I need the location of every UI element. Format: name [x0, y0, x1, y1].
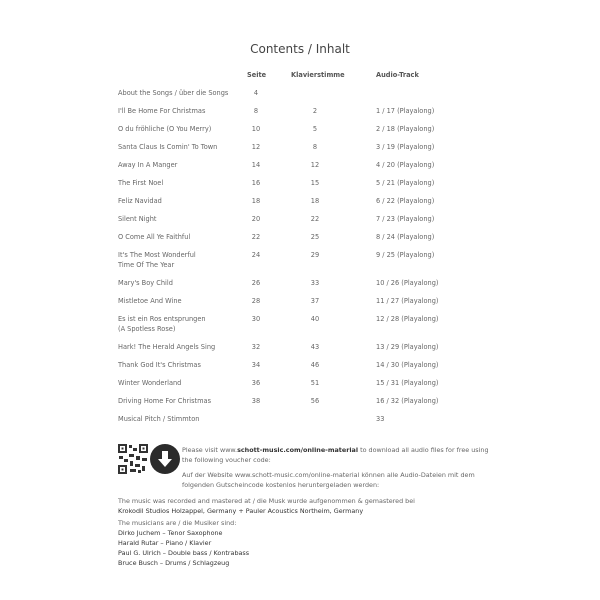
audio-track: 16 / 32 (Playalong): [376, 397, 439, 405]
header-audio-track: Audio-Track: [376, 71, 419, 79]
audio-track: 11 / 27 (Playalong): [376, 297, 439, 305]
song-title: [118, 314, 206, 334]
header-seite: Seite: [247, 71, 267, 79]
musician: Bruce Busch – Drums / Schlagzeug: [118, 559, 230, 567]
audio-track: 15 / 31 (Playalong): [376, 379, 439, 387]
piano-part-page: 51: [310, 379, 320, 387]
audio-track: 4 / 20 (Playalong): [376, 161, 435, 169]
page-number: 26: [251, 279, 261, 287]
piano-part-page: 33: [310, 279, 320, 287]
song-title: [118, 378, 181, 388]
song-title-line: About the Songs / über die Songs: [118, 89, 229, 97]
audio-track: 14 / 30 (Playalong): [376, 361, 439, 369]
song-title: [118, 396, 211, 406]
song-title-line: Thank God It's Christmas: [118, 361, 201, 369]
download-text-pre: Please visit www.: [182, 446, 238, 454]
page-number: 16: [251, 179, 261, 187]
song-title: [118, 88, 228, 98]
piano-part-page: 25: [310, 233, 320, 241]
song-title-line: Feliz Navidad: [118, 197, 162, 205]
audio-track: 1 / 17 (Playalong): [376, 107, 435, 115]
song-title: [118, 106, 205, 116]
piano-part-page: 46: [310, 361, 320, 369]
song-title-line: The First Noel: [118, 179, 164, 187]
qr-code-icon: [118, 444, 148, 474]
musician: Dirko Juchem – Tenor Saxophone: [118, 529, 223, 537]
download-text-post: to download all audio files for free using: [358, 446, 489, 454]
song-title-line: Hark! The Herald Angels Sing: [118, 343, 216, 351]
musician: Harald Rutar – Piano / Klavier: [118, 539, 212, 547]
piano-part-page: 12: [310, 161, 320, 169]
audio-track: 6 / 22 (Playalong): [376, 197, 435, 205]
page-title: Contents / Inhalt: [250, 42, 350, 56]
page-number: 20: [251, 215, 261, 223]
piano-part-page: 5: [312, 125, 318, 133]
song-title: [118, 214, 156, 224]
piano-part-page: 40: [310, 315, 320, 323]
song-title-line: Mary's Boy Child: [118, 279, 173, 287]
song-title: [118, 414, 199, 424]
page-number: 24: [251, 251, 261, 259]
song-title-line: Driving Home For Christmas: [118, 397, 212, 405]
recording-line1: The music was recorded and mastered at / die Musk wurde aufgenommen & gemastered bei: [118, 497, 415, 505]
musicians-intro: The musicians are / die Musiker sind:: [118, 519, 237, 527]
piano-part-page: 56: [310, 397, 320, 405]
download-arrow-icon: [150, 444, 180, 474]
song-title-line: O du fröhliche (O You Merry): [118, 125, 212, 133]
recording-credits: [118, 496, 415, 516]
page-number: 10: [251, 125, 261, 133]
header-klavierstimme: Klavierstimme: [291, 71, 345, 79]
song-title-line: (A Spotless Rose): [118, 325, 176, 333]
audio-track: 2 / 18 (Playalong): [376, 125, 435, 133]
song-title: [118, 124, 211, 134]
page-number: 8: [253, 107, 259, 115]
page-number: 36: [251, 379, 261, 387]
musician: Paul G. Ulrich – Double bass / Kontrabass: [118, 549, 250, 557]
piano-part-page: 8: [312, 143, 318, 151]
download-link[interactable]: schott-music.com/online-material: [237, 446, 359, 454]
piano-part-page: 29: [310, 251, 320, 259]
song-title-line: Away In A Manger: [118, 161, 178, 169]
audio-track: 33: [376, 415, 385, 423]
song-title: [118, 250, 196, 270]
piano-part-page: 43: [310, 343, 320, 351]
song-title: [118, 278, 173, 288]
download-text-line2: the following voucher code:: [182, 456, 271, 464]
page-number: 32: [251, 343, 261, 351]
audio-track: 12 / 28 (Playalong): [376, 315, 439, 323]
piano-part-page: 18: [310, 197, 320, 205]
download-de-line1: Auf der Website www.schott-music.com/online-material können alle Audio-Dateien mit dem: [182, 471, 475, 479]
song-title: [118, 160, 177, 170]
song-title-line: Time Of The Year: [118, 261, 175, 269]
recording-studios: Krokodil Studios Holzappel, Germany + Pauler Acoustics Northeim, Germany: [118, 507, 364, 515]
audio-track: 10 / 26 (Playalong): [376, 279, 439, 287]
song-title-line: Es ist ein Ros entsprungen: [118, 315, 206, 323]
song-title-line: It's The Most Wonderful: [118, 251, 196, 259]
audio-track: 7 / 23 (Playalong): [376, 215, 435, 223]
piano-part-page: 22: [310, 215, 320, 223]
page-number: 22: [251, 233, 261, 241]
song-title-line: Winter Wonderland: [118, 379, 182, 387]
song-title: [118, 142, 217, 152]
song-title: [118, 178, 163, 188]
page-number: 28: [251, 297, 261, 305]
page-number: 34: [251, 361, 261, 369]
page-number: 18: [251, 197, 261, 205]
piano-part-page: 15: [310, 179, 320, 187]
song-title-line: Mistletoe And Wine: [118, 297, 182, 305]
song-title: [118, 342, 215, 352]
song-title: [118, 232, 190, 242]
song-title: [118, 196, 162, 206]
audio-track: 13 / 29 (Playalong): [376, 343, 439, 351]
audio-track: 9 / 25 (Playalong): [376, 251, 435, 259]
page-number: 4: [253, 89, 259, 97]
piano-part-page: 37: [310, 297, 320, 305]
song-title-line: O Come All Ye Faithful: [118, 233, 191, 241]
song-title-line: I'll Be Home For Christmas: [118, 107, 206, 115]
audio-track: 3 / 19 (Playalong): [376, 143, 435, 151]
song-title: [118, 360, 201, 370]
page-number: 38: [251, 397, 261, 405]
page-number: 12: [251, 143, 261, 151]
song-title-line: Musical Pitch / Stimmton: [118, 415, 200, 423]
song-title-line: Santa Claus Is Comin' To Town: [118, 143, 218, 151]
download-text-de: [182, 470, 475, 490]
piano-part-page: 2: [312, 107, 318, 115]
download-de-line2: folgenden Gutscheincode kostenlos heruntergeladen werden:: [182, 481, 380, 489]
page-number: 30: [251, 315, 261, 323]
audio-track: 5 / 21 (Playalong): [376, 179, 435, 187]
song-title-line: Silent Night: [118, 215, 157, 223]
song-title: [118, 296, 182, 306]
page-number: 14: [251, 161, 261, 169]
musicians-credits: [118, 518, 249, 568]
audio-track: 8 / 24 (Playalong): [376, 233, 435, 241]
download-text-en: [182, 445, 489, 465]
